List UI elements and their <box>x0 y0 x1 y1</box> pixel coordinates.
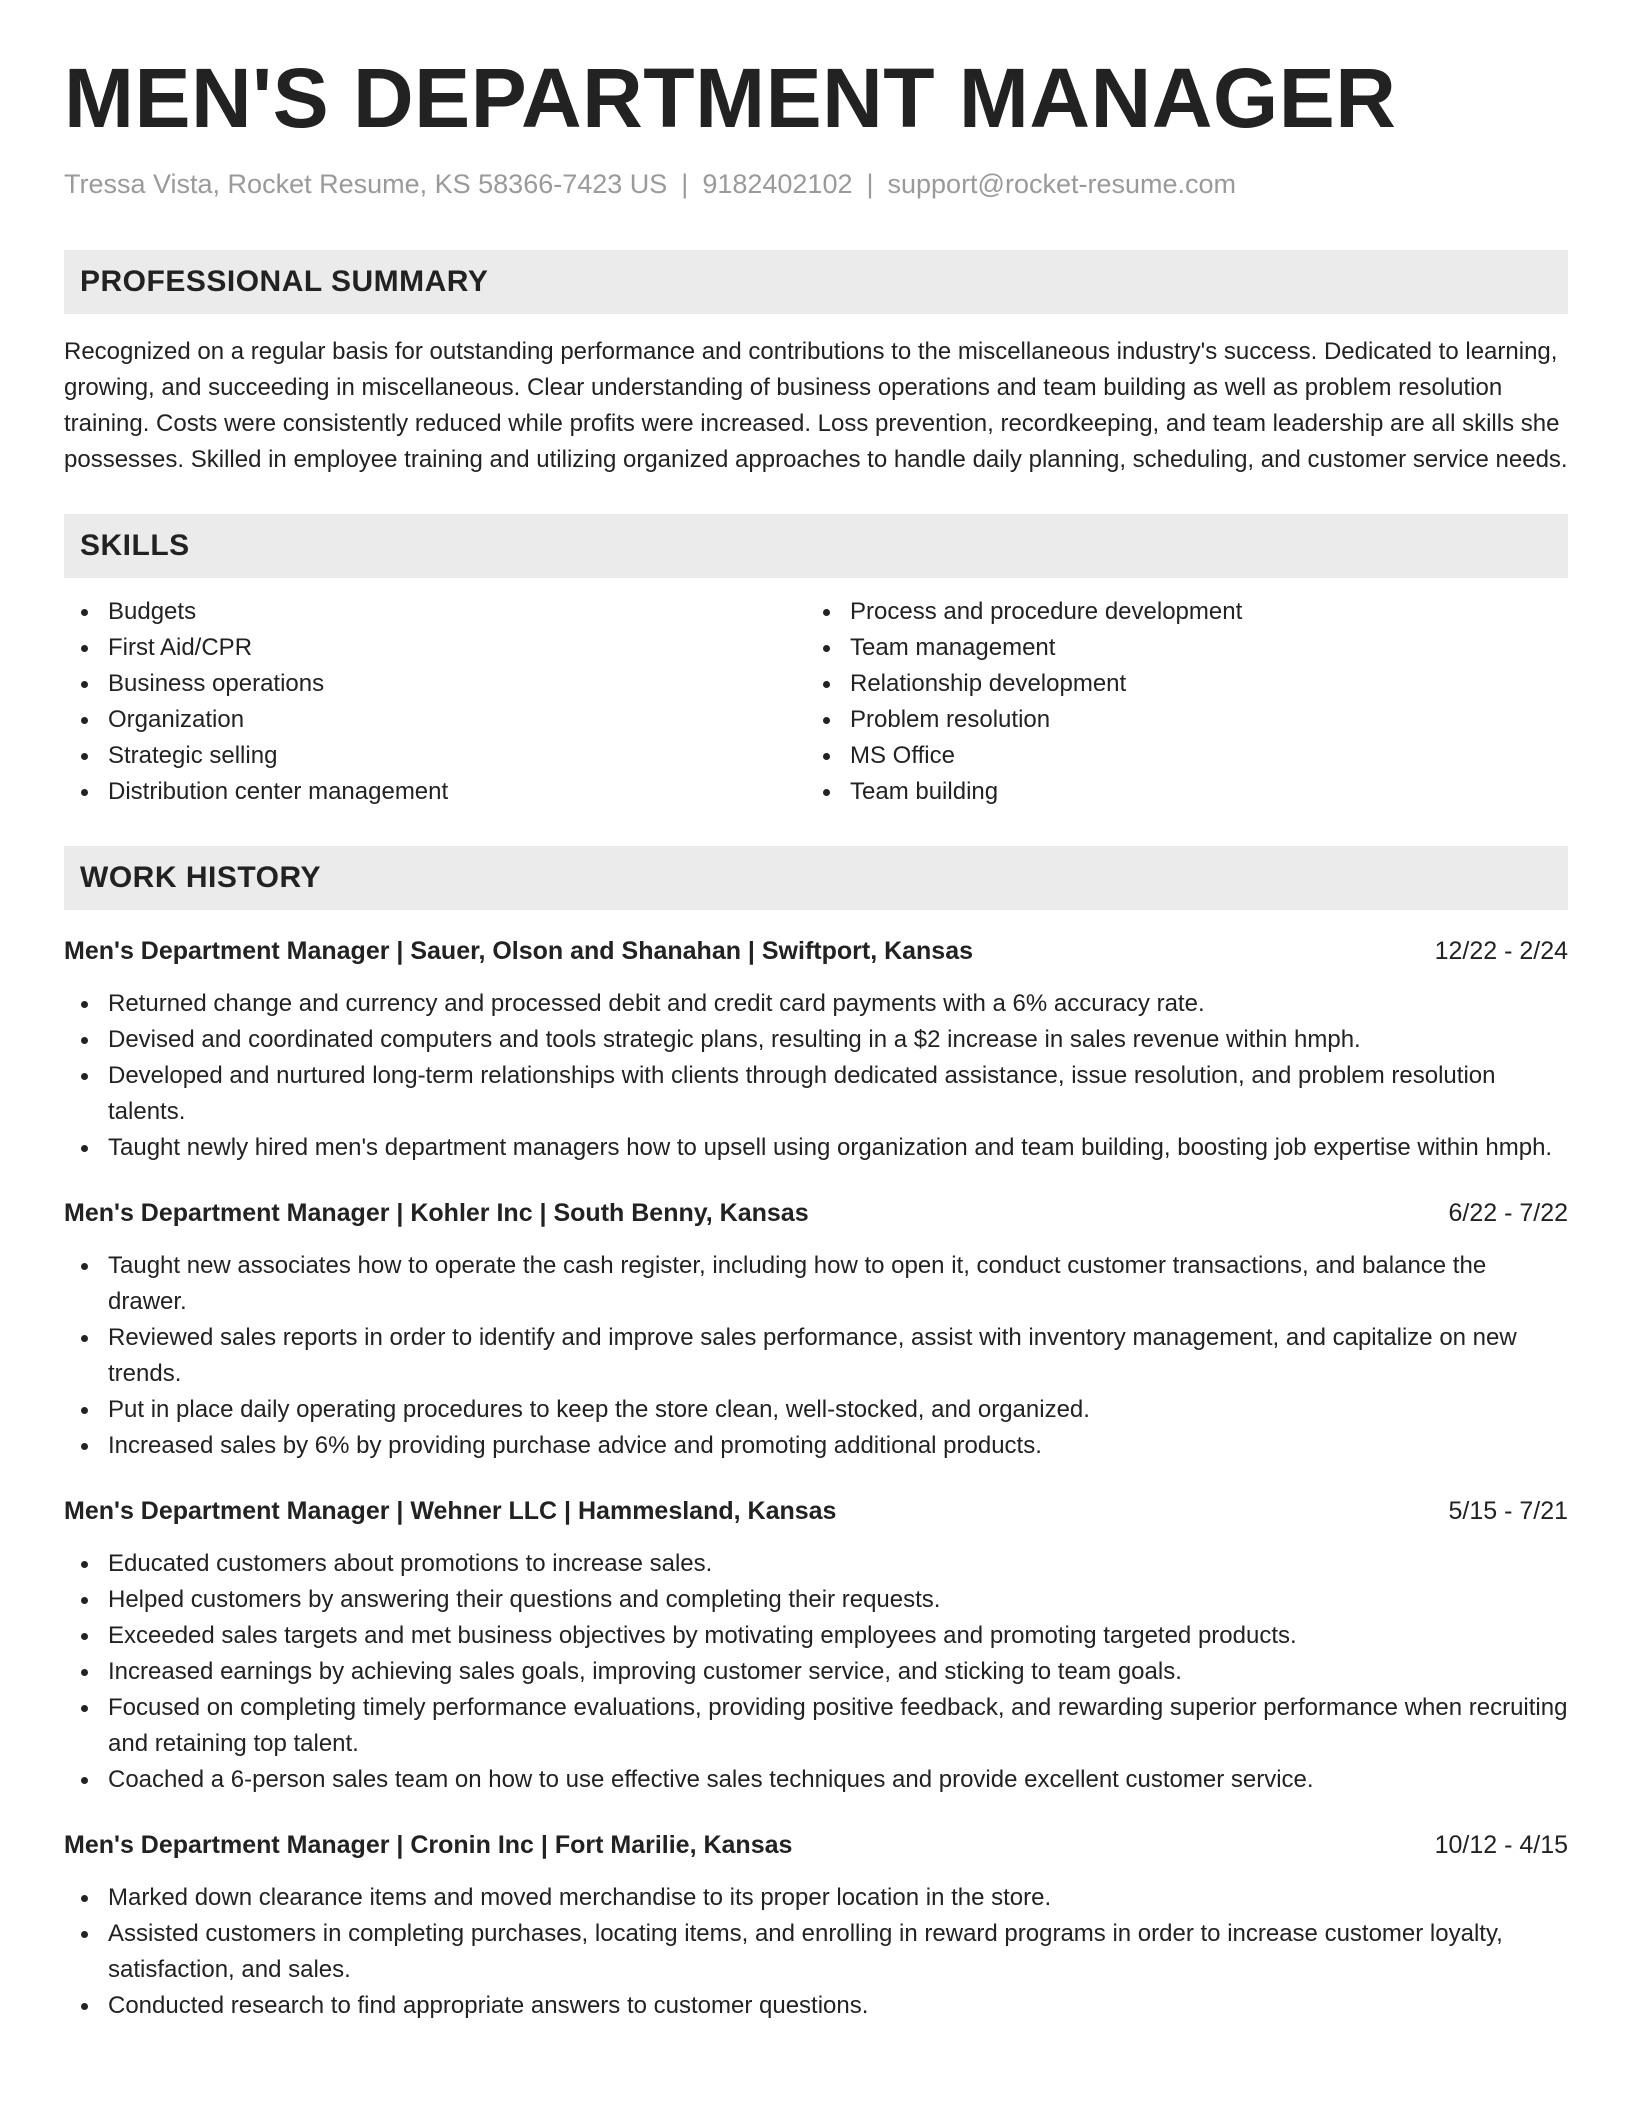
contact-line <box>64 168 1568 200</box>
work-history-heading: WORK HISTORY <box>64 846 1568 910</box>
job-bullet: Assisted customers in completing purchases, locating items, and enrolling in reward programs in order to increase customer loyalty, satisfaction, and sales. <box>64 1916 1568 1988</box>
skill-item: Organization <box>64 702 806 738</box>
job-entry <box>64 1196 1568 1464</box>
contact-separator: | <box>681 169 689 199</box>
job-bullet: Taught new associates how to operate the cash register, including how to open it, conduct customer transactions, and balance the drawer. <box>64 1248 1568 1320</box>
job-title: Men's Department Manager | Wehner LLC | Hammesland, Kansas <box>64 1497 837 1526</box>
job-title: Men's Department Manager | Sauer, Olson and Shanahan | Swiftport, Kansas <box>64 937 974 966</box>
skills-heading: SKILLS <box>64 514 1568 578</box>
job-bullets <box>64 1880 1568 2024</box>
job-bullet: Reviewed sales reports in order to identify and improve sales performance, assist with inventory management, and capitalize on new trends. <box>64 1320 1568 1392</box>
skill-item: Distribution center management <box>64 774 806 810</box>
job-bullet: Educated customers about promotions to increase sales. <box>64 1546 1568 1582</box>
job-title: Men's Department Manager | Kohler Inc | South Benny, Kansas <box>64 1199 809 1228</box>
job-bullets <box>64 986 1568 1166</box>
skills-column-left <box>64 594 806 810</box>
job-title: Men's Department Manager | Cronin Inc | Fort Marilie, Kansas <box>64 1831 793 1860</box>
job-header <box>64 1196 1568 1230</box>
skill-item: Relationship development <box>806 666 1548 702</box>
job-bullet: Developed and nurtured long-term relationships with clients through dedicated assistance, issue resolution, and problem resolution talents. <box>64 1058 1568 1130</box>
job-bullet: Put in place daily operating procedures to keep the store clean, well-stocked, and organized. <box>64 1392 1568 1428</box>
job-bullet: Increased sales by 6% by providing purchase advice and promoting additional products. <box>64 1428 1568 1464</box>
job-bullet: Helped customers by answering their questions and completing their requests. <box>64 1582 1568 1618</box>
job-entry <box>64 934 1568 1166</box>
job-dates: 12/22 - 2/24 <box>1434 937 1568 966</box>
skill-item: Team building <box>806 774 1548 810</box>
skill-item: Strategic selling <box>64 738 806 774</box>
job-entry <box>64 1828 1568 2024</box>
contact-email: support@rocket-resume.com <box>887 169 1237 199</box>
skill-item: First Aid/CPR <box>64 630 806 666</box>
job-dates: 10/12 - 4/15 <box>1434 1831 1568 1860</box>
contact-phone: 9182402102 <box>702 169 853 199</box>
job-bullet: Devised and coordinated computers and tools strategic plans, resulting in a $2 increase in sales revenue within hmph. <box>64 1022 1568 1058</box>
summary-heading: PROFESSIONAL SUMMARY <box>64 250 1568 314</box>
job-header <box>64 934 1568 968</box>
job-header <box>64 1828 1568 1862</box>
job-bullet: Exceeded sales targets and met business objectives by motivating employees and promoting targeted products. <box>64 1618 1568 1654</box>
skill-item: Problem resolution <box>806 702 1548 738</box>
job-bullet: Increased earnings by achieving sales goals, improving customer service, and sticking to team goals. <box>64 1654 1568 1690</box>
skills-list <box>64 594 1568 810</box>
skill-item: MS Office <box>806 738 1548 774</box>
job-bullets <box>64 1546 1568 1798</box>
skill-item: Business operations <box>64 666 806 702</box>
job-entry <box>64 1494 1568 1798</box>
job-bullet: Taught newly hired men's department managers how to upsell using organization and team building, boosting job expertise within hmph. <box>64 1130 1568 1166</box>
job-bullet: Focused on completing timely performance evaluations, providing positive feedback, and rewarding superior performance when recruiting and retaining top talent. <box>64 1690 1568 1762</box>
skills-column-right <box>806 594 1548 810</box>
job-bullets <box>64 1248 1568 1464</box>
job-header <box>64 1494 1568 1528</box>
job-dates: 5/15 - 7/21 <box>1448 1497 1568 1526</box>
job-bullet: Returned change and currency and processed debit and credit card payments with a 6% accuracy rate. <box>64 986 1568 1022</box>
skill-item: Budgets <box>64 594 806 630</box>
contact-separator: | <box>866 169 874 199</box>
skill-item: Process and procedure development <box>806 594 1548 630</box>
job-bullet: Conducted research to find appropriate answers to customer questions. <box>64 1988 1568 2024</box>
job-dates: 6/22 - 7/22 <box>1448 1199 1568 1228</box>
page-title: MEN'S DEPARTMENT MANAGER <box>64 51 1397 145</box>
job-bullet: Coached a 6-person sales team on how to use effective sales techniques and provide excellent customer service. <box>64 1762 1568 1798</box>
skill-item: Team management <box>806 630 1548 666</box>
summary-text: Recognized on a regular basis for outstanding performance and contributions to the miscellaneous industry's success. Dedicated to learning, growing, and succeeding in miscellaneous. Clear understanding of business operations and team building as well as problem resolution training. Costs were consistently reduced while profits were increased. Loss prevention, recordkeeping, and team leadership are all skills she possesses. Skilled in employee training and utilizing organized approaches to handle daily planning, scheduling, and customer service needs. <box>64 338 1568 474</box>
job-bullet: Marked down clearance items and moved merchandise to its proper location in the store. <box>64 1880 1568 1916</box>
contact-address: Tressa Vista, Rocket Resume, KS 58366-7423 US <box>64 169 668 199</box>
